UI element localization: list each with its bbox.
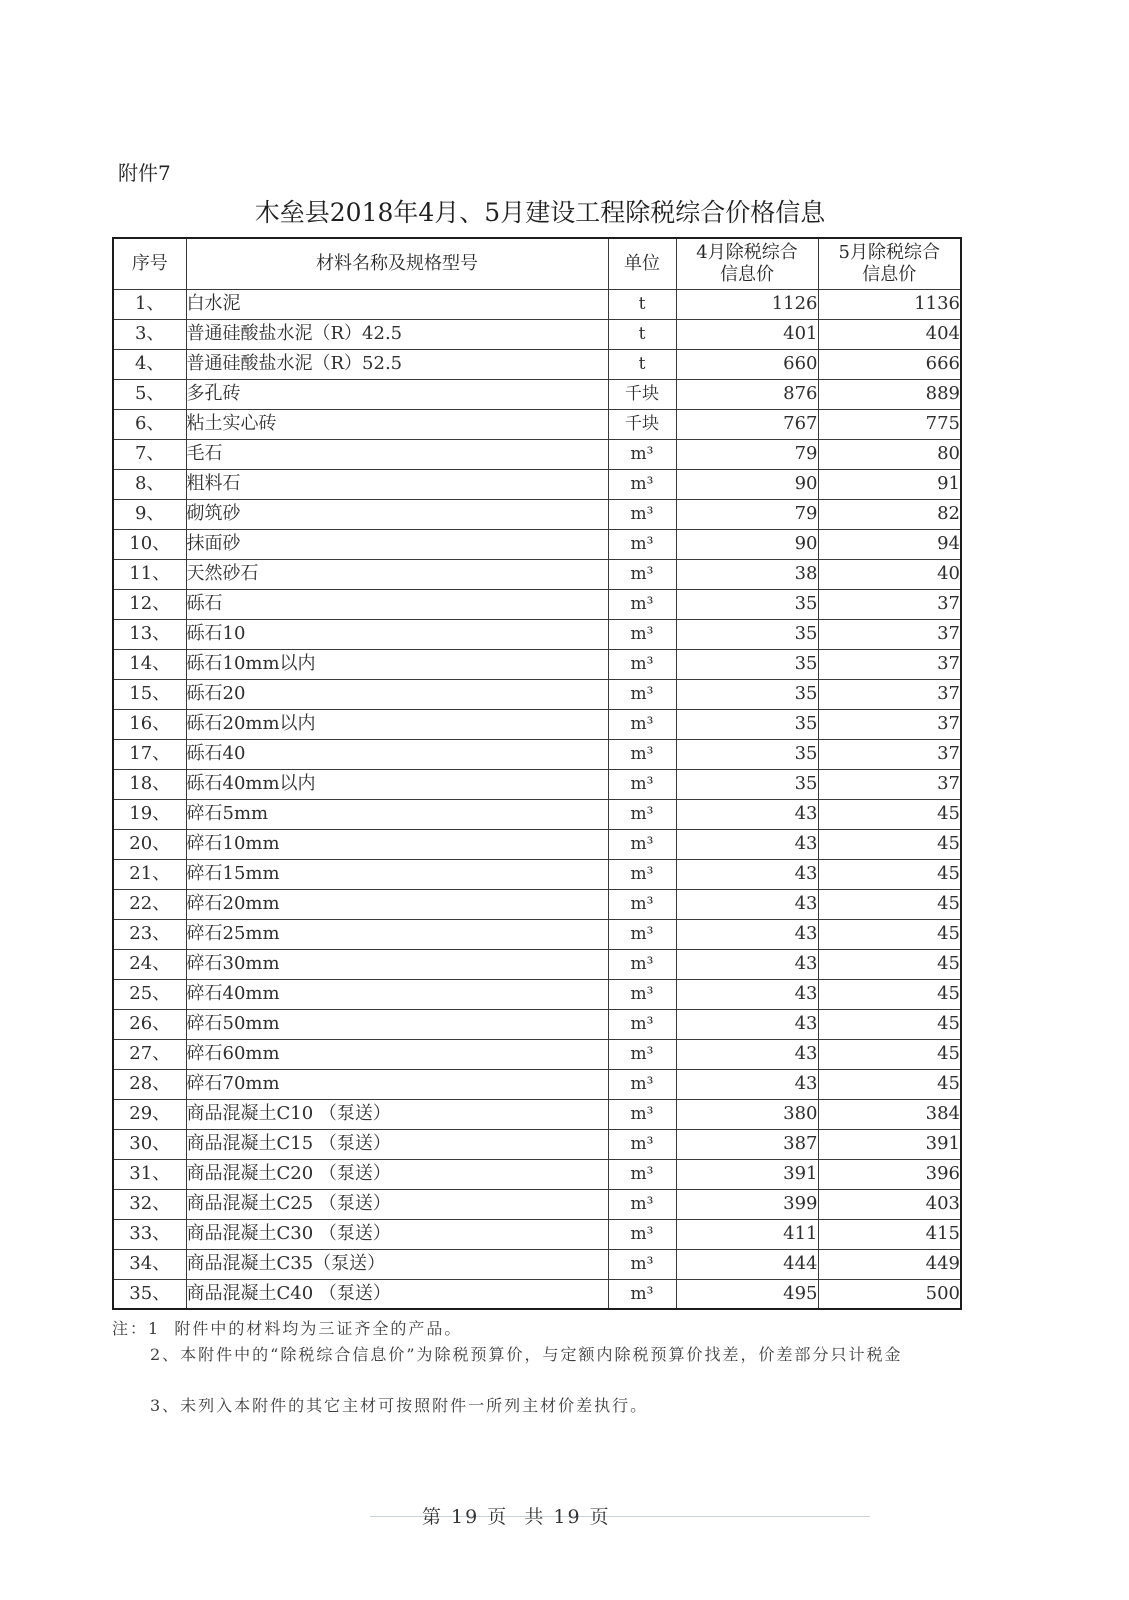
unit: m³ <box>608 829 676 859</box>
april-price: 35 <box>676 619 818 649</box>
row-number: 11、 <box>113 559 186 589</box>
april-price: 43 <box>676 1069 818 1099</box>
may-price: 37 <box>818 619 961 649</box>
row-number: 14、 <box>113 649 186 679</box>
table-row <box>113 859 961 889</box>
may-price: 91 <box>818 469 961 499</box>
unit: m³ <box>608 649 676 679</box>
note-1: 注：1 附件中的材料均为三证齐全的产品。 <box>112 1319 463 1338</box>
table-row <box>113 1009 961 1039</box>
row-number: 29、 <box>113 1099 186 1129</box>
material-name: 毛石 <box>186 439 608 469</box>
row-number: 18、 <box>113 769 186 799</box>
table-row <box>113 739 961 769</box>
material-name: 碎石40mm <box>186 979 608 1009</box>
april-price: 79 <box>676 439 818 469</box>
april-price: 35 <box>676 739 818 769</box>
material-name: 碎石10mm <box>186 829 608 859</box>
may-price: 415 <box>818 1219 961 1249</box>
unit: m³ <box>608 919 676 949</box>
table-row <box>113 889 961 919</box>
may-price: 391 <box>818 1129 961 1159</box>
material-name: 商品混凝土C40 （泵送） <box>186 1279 608 1309</box>
april-price: 43 <box>676 1009 818 1039</box>
may-price: 1136 <box>818 289 961 319</box>
may-price: 384 <box>818 1099 961 1129</box>
unit: m³ <box>608 1159 676 1189</box>
material-name: 砾石10 <box>186 619 608 649</box>
may-price: 37 <box>818 589 961 619</box>
material-name: 白水泥 <box>186 289 608 319</box>
april-price: 380 <box>676 1099 818 1129</box>
row-number: 16、 <box>113 709 186 739</box>
april-price: 411 <box>676 1219 818 1249</box>
may-price: 37 <box>818 679 961 709</box>
unit: m³ <box>608 679 676 709</box>
table-row <box>113 349 961 379</box>
may-price: 45 <box>818 1069 961 1099</box>
row-number: 8、 <box>113 469 186 499</box>
april-price: 495 <box>676 1279 818 1309</box>
row-number: 13、 <box>113 619 186 649</box>
material-name: 碎石50mm <box>186 1009 608 1039</box>
row-number: 34、 <box>113 1249 186 1279</box>
unit: m³ <box>608 949 676 979</box>
material-name: 砌筑砂 <box>186 499 608 529</box>
unit: m³ <box>608 859 676 889</box>
header-unit: 单位 <box>608 238 676 289</box>
material-name: 碎石15mm <box>186 859 608 889</box>
table-row <box>113 679 961 709</box>
table-row <box>113 589 961 619</box>
material-name: 砾石 <box>186 589 608 619</box>
table-row <box>113 1039 961 1069</box>
unit: m³ <box>608 979 676 1009</box>
material-name: 商品混凝土C25 （泵送） <box>186 1189 608 1219</box>
april-price: 1126 <box>676 289 818 319</box>
material-name: 砾石20mm以内 <box>186 709 608 739</box>
row-number: 22、 <box>113 889 186 919</box>
april-price: 43 <box>676 919 818 949</box>
may-price: 45 <box>818 1009 961 1039</box>
april-price: 43 <box>676 799 818 829</box>
unit: m³ <box>608 889 676 919</box>
unit: 千块 <box>608 409 676 439</box>
table-row <box>113 709 961 739</box>
table-row <box>113 469 961 499</box>
table-row <box>113 439 961 469</box>
unit: m³ <box>608 1009 676 1039</box>
material-name: 多孔砖 <box>186 379 608 409</box>
row-number: 32、 <box>113 1189 186 1219</box>
table-row <box>113 829 961 859</box>
table-row <box>113 379 961 409</box>
table-row <box>113 949 961 979</box>
row-number: 21、 <box>113 859 186 889</box>
unit: 千块 <box>608 379 676 409</box>
table-row <box>113 1069 961 1099</box>
april-price: 767 <box>676 409 818 439</box>
row-number: 23、 <box>113 919 186 949</box>
may-price: 94 <box>818 529 961 559</box>
material-name: 商品混凝土C15 （泵送） <box>186 1129 608 1159</box>
unit: m³ <box>608 1249 676 1279</box>
unit: m³ <box>608 529 676 559</box>
april-price: 43 <box>676 859 818 889</box>
row-number: 19、 <box>113 799 186 829</box>
unit: m³ <box>608 1069 676 1099</box>
april-price: 387 <box>676 1129 818 1159</box>
unit: m³ <box>608 769 676 799</box>
row-number: 15、 <box>113 679 186 709</box>
unit: m³ <box>608 1129 676 1159</box>
attachment-label: 附件7 <box>118 161 171 185</box>
unit: m³ <box>608 619 676 649</box>
table-row <box>113 289 961 319</box>
row-number: 12、 <box>113 589 186 619</box>
may-price: 45 <box>818 919 961 949</box>
material-name: 砾石20 <box>186 679 608 709</box>
may-price: 37 <box>818 739 961 769</box>
price-table <box>112 237 962 1310</box>
row-number: 35、 <box>113 1279 186 1309</box>
unit: m³ <box>608 469 676 499</box>
table-row <box>113 1129 961 1159</box>
row-number: 6、 <box>113 409 186 439</box>
april-price: 43 <box>676 949 818 979</box>
unit: m³ <box>608 1099 676 1129</box>
row-number: 7、 <box>113 439 186 469</box>
unit: m³ <box>608 1189 676 1219</box>
table-row <box>113 559 961 589</box>
material-name: 普通硅酸盐水泥（R）52.5 <box>186 349 608 379</box>
unit: t <box>608 319 676 349</box>
page-footer: 第 19 页 共 19 页 <box>422 1506 611 1528</box>
may-price: 500 <box>818 1279 961 1309</box>
material-name: 商品混凝土C20 （泵送） <box>186 1159 608 1189</box>
table-row <box>113 499 961 529</box>
unit: t <box>608 289 676 319</box>
may-price: 45 <box>818 799 961 829</box>
row-number: 26、 <box>113 1009 186 1039</box>
table-row <box>113 409 961 439</box>
material-name: 粗料石 <box>186 469 608 499</box>
may-price: 80 <box>818 439 961 469</box>
header-april-price: 4月除税综合 信息价 <box>676 238 818 289</box>
unit: m³ <box>608 589 676 619</box>
april-price: 35 <box>676 589 818 619</box>
material-name: 天然砂石 <box>186 559 608 589</box>
material-name: 碎石20mm <box>186 889 608 919</box>
april-price: 43 <box>676 829 818 859</box>
row-number: 3、 <box>113 319 186 349</box>
table-row <box>113 799 961 829</box>
may-price: 37 <box>818 649 961 679</box>
table-row <box>113 1099 961 1129</box>
may-price: 666 <box>818 349 961 379</box>
may-price: 45 <box>818 979 961 1009</box>
note-3: 3、未列入本附件的其它主材可按照附件一所列主材价差执行。 <box>150 1396 649 1415</box>
may-price: 449 <box>818 1249 961 1279</box>
row-number: 5、 <box>113 379 186 409</box>
unit: m³ <box>608 799 676 829</box>
may-price: 403 <box>818 1189 961 1219</box>
unit: m³ <box>608 1219 676 1249</box>
table-row <box>113 1159 961 1189</box>
may-price: 37 <box>818 769 961 799</box>
table-header-row <box>113 238 961 289</box>
unit: m³ <box>608 439 676 469</box>
header-material: 材料名称及规格型号 <box>186 238 608 289</box>
unit: m³ <box>608 1279 676 1309</box>
table-row <box>113 319 961 349</box>
row-number: 9、 <box>113 499 186 529</box>
may-price: 45 <box>818 949 961 979</box>
material-name: 砾石10mm以内 <box>186 649 608 679</box>
note-2: 2、本附件中的“除税综合信息价”为除税预算价，与定额内除税预算价找差，价差部分只计税金 <box>150 1345 903 1364</box>
may-price: 889 <box>818 379 961 409</box>
row-number: 28、 <box>113 1069 186 1099</box>
row-number: 10、 <box>113 529 186 559</box>
unit: m³ <box>608 1039 676 1069</box>
april-price: 444 <box>676 1249 818 1279</box>
row-number: 27、 <box>113 1039 186 1069</box>
document-title: 木垒县2018年4月、5月建设工程除税综合价格信息 <box>254 198 826 227</box>
may-price: 45 <box>818 1039 961 1069</box>
table-row <box>113 1189 961 1219</box>
table-row <box>113 1279 961 1309</box>
april-price: 35 <box>676 709 818 739</box>
row-number: 17、 <box>113 739 186 769</box>
april-price: 38 <box>676 559 818 589</box>
row-number: 33、 <box>113 1219 186 1249</box>
may-price: 45 <box>818 889 961 919</box>
may-price: 404 <box>818 319 961 349</box>
unit: m³ <box>608 709 676 739</box>
may-price: 82 <box>818 499 961 529</box>
material-name: 砾石40mm以内 <box>186 769 608 799</box>
april-price: 43 <box>676 889 818 919</box>
material-name: 商品混凝土C30 （泵送） <box>186 1219 608 1249</box>
table-row <box>113 1219 961 1249</box>
material-name: 商品混凝土C10 （泵送） <box>186 1099 608 1129</box>
april-price: 35 <box>676 679 818 709</box>
row-number: 20、 <box>113 829 186 859</box>
table-row <box>113 619 961 649</box>
april-price: 79 <box>676 499 818 529</box>
table-row <box>113 649 961 679</box>
april-price: 43 <box>676 1039 818 1069</box>
header-number: 序号 <box>113 238 186 289</box>
april-price: 660 <box>676 349 818 379</box>
material-name: 碎石5mm <box>186 799 608 829</box>
row-number: 1、 <box>113 289 186 319</box>
april-price: 876 <box>676 379 818 409</box>
table-row <box>113 529 961 559</box>
may-price: 45 <box>818 859 961 889</box>
material-name: 粘土实心砖 <box>186 409 608 439</box>
material-name: 砾石40 <box>186 739 608 769</box>
material-name: 碎石60mm <box>186 1039 608 1069</box>
unit: m³ <box>608 559 676 589</box>
april-price: 90 <box>676 529 818 559</box>
row-number: 25、 <box>113 979 186 1009</box>
material-name: 碎石25mm <box>186 919 608 949</box>
unit: m³ <box>608 499 676 529</box>
april-price: 399 <box>676 1189 818 1219</box>
may-price: 775 <box>818 409 961 439</box>
material-name: 普通硅酸盐水泥（R）42.5 <box>186 319 608 349</box>
row-number: 31、 <box>113 1159 186 1189</box>
row-number: 30、 <box>113 1129 186 1159</box>
table-row <box>113 1249 961 1279</box>
row-number: 24、 <box>113 949 186 979</box>
may-price: 45 <box>818 829 961 859</box>
april-price: 35 <box>676 769 818 799</box>
table-row <box>113 979 961 1009</box>
row-number: 4、 <box>113 349 186 379</box>
material-name: 抹面砂 <box>186 529 608 559</box>
may-price: 40 <box>818 559 961 589</box>
april-price: 90 <box>676 469 818 499</box>
april-price: 35 <box>676 649 818 679</box>
may-price: 37 <box>818 709 961 739</box>
material-name: 商品混凝土C35（泵送） <box>186 1249 608 1279</box>
table-row <box>113 919 961 949</box>
may-price: 396 <box>818 1159 961 1189</box>
material-name: 碎石30mm <box>186 949 608 979</box>
april-price: 401 <box>676 319 818 349</box>
unit: t <box>608 349 676 379</box>
table-row <box>113 769 961 799</box>
unit: m³ <box>608 739 676 769</box>
april-price: 391 <box>676 1159 818 1189</box>
april-price: 43 <box>676 979 818 1009</box>
material-name: 碎石70mm <box>186 1069 608 1099</box>
header-may-price: 5月除税综合 信息价 <box>818 238 961 289</box>
